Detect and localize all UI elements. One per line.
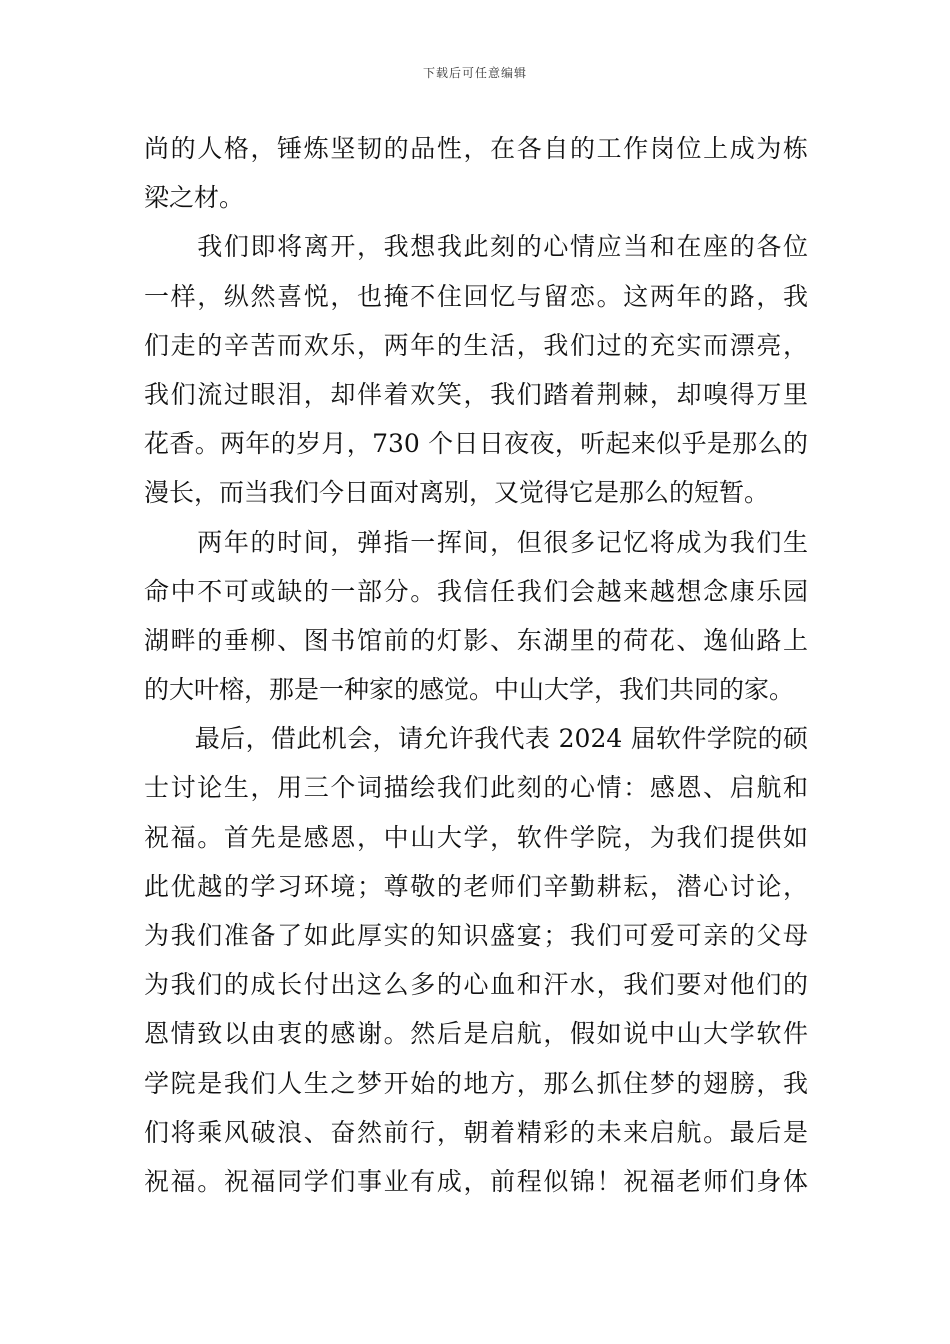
document-body	[144, 124, 808, 1206]
paragraph-1	[144, 124, 808, 222]
text-line: 为我们准备了如此厚实的知识盛宴；我们可爱可亲的父母	[144, 921, 808, 950]
text-line: 命中不可或缺的一部分。我信任我们会越来越想念康乐园	[144, 576, 808, 606]
text-line: 两年的时间，弹指一挥间，但很多记忆将成为我们生	[144, 527, 808, 557]
text-line: 梁之材。	[144, 183, 245, 213]
text-line: 学院是我们人生之梦开始的地方，那么抓住梦的翅膀，我	[144, 1068, 808, 1098]
paragraph-3	[144, 518, 808, 715]
text-line: 的大叶榕，那是一种家的感觉。中山大学，我们共同的家。	[144, 675, 795, 705]
text-line: 恩情致以由衷的感谢。然后是启航，假如说中山大学软件	[144, 1019, 808, 1049]
text-line: 祝福。祝福同学们事业有成，前程似锦！祝福老师们身体	[144, 1166, 808, 1196]
text-line: 尚的人格，锤炼坚韧的品性，在各自的工作岗位上成为栋	[144, 134, 808, 163]
page-header-note: 下载后可任意编辑	[422, 66, 527, 80]
text-line: 漫长，而当我们今日面对离别，又觉得它是那么的短暂。	[144, 478, 770, 508]
text-line: 士讨论生，用三个词描绘我们此刻的心情：感恩、启航和	[144, 773, 808, 803]
text-line: 们将乘风破浪、奋然前行，朝着精彩的未来启航。最后是	[144, 1117, 808, 1147]
text-line: 最后，借此机会，请允许我代表 2024 届软件学院的硕	[144, 724, 808, 754]
text-line: 一样，纵然喜悦，也掩不住回忆与留恋。这两年的路，我	[144, 281, 808, 311]
text-line: 为我们的成长付出这么多的心血和汗水，我们要对他们的	[144, 970, 808, 1000]
text-line: 们走的辛苦而欢乐，两年的生活，我们过的充实而漂亮，	[144, 330, 808, 360]
paragraph-2	[144, 222, 808, 517]
text-line: 我们流过眼泪，却伴着欢笑，我们踏着荆棘，却嗅得万里	[144, 379, 808, 409]
paragraph-4	[144, 714, 808, 1206]
text-line: 我们即将离开，我想我此刻的心情应当和在座的各位	[144, 232, 808, 262]
text-line: 花香。两年的岁月，730 个日日夜夜，听起来似乎是那么的	[144, 429, 808, 459]
text-line: 湖畔的垂柳、图书馆前的灯影、东湖里的荷花、逸仙路上	[144, 625, 808, 655]
text-line: 此优越的学习环境；尊敬的老师们辛勤耕耘，潜心讨论，	[144, 871, 808, 901]
text-line: 祝福。首先是感恩，中山大学，软件学院，为我们提供如	[144, 822, 808, 852]
